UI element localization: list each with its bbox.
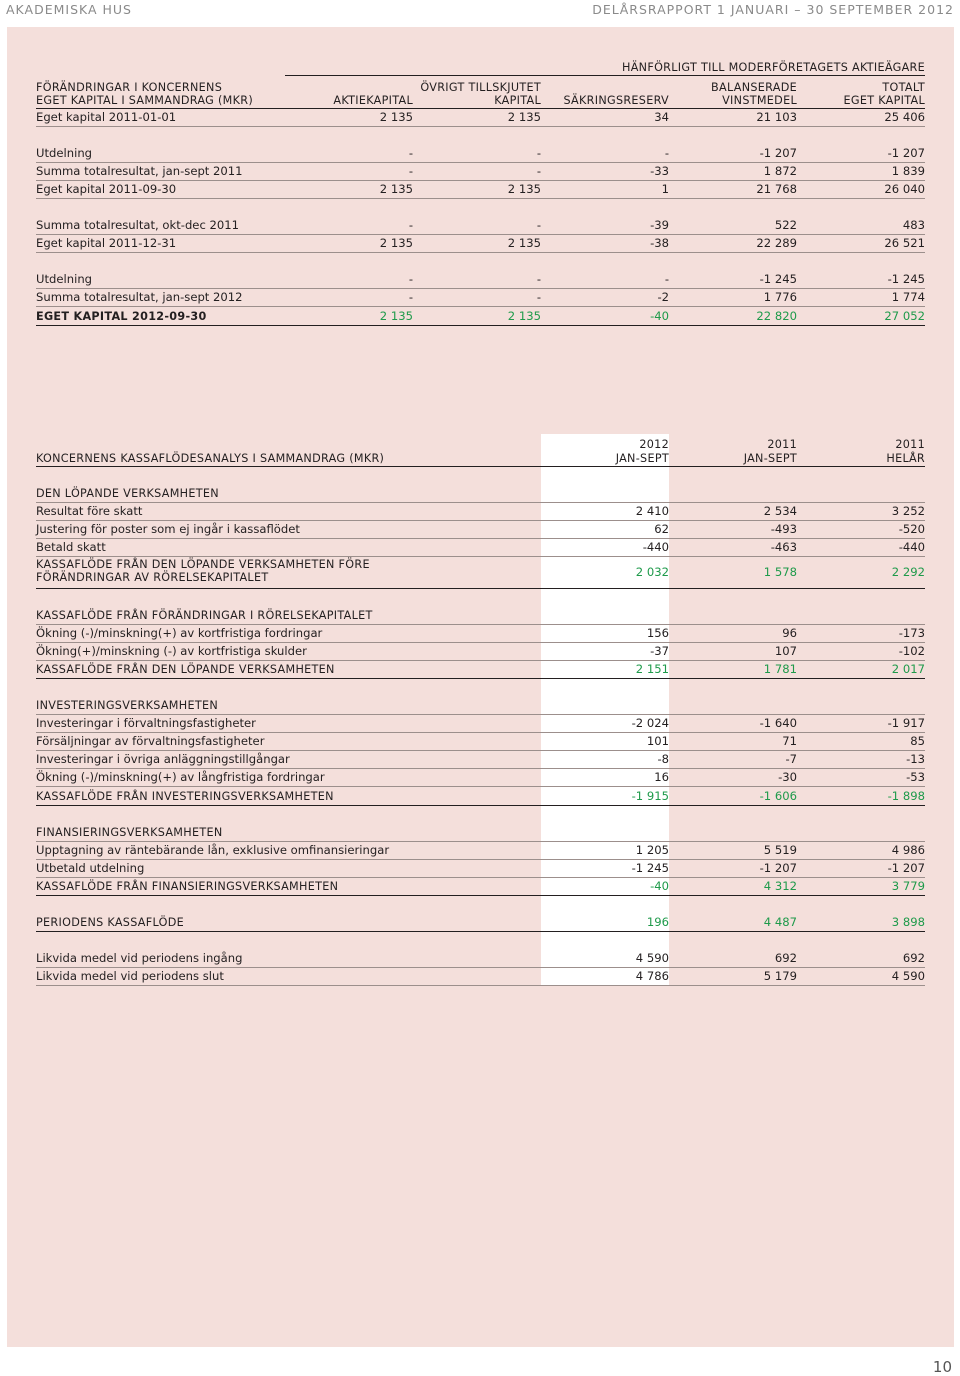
equity-cell: - (408, 146, 413, 160)
equity-col-2-l2: KAPITAL (494, 94, 541, 107)
cashflow-cell: 2 292 (891, 565, 925, 579)
cashflow-cell: -1 915 (631, 789, 669, 803)
subtotal-rule (36, 805, 925, 806)
equity-cell: 27 052 (884, 309, 925, 323)
equity-cell: 483 (902, 218, 925, 232)
cashflow-subtotal-row (36, 788, 925, 805)
cashflow-cell: 3 898 (891, 915, 925, 929)
equity-row-label: Eget kapital 2011-12-31 (36, 236, 177, 250)
cashflow-row (36, 842, 925, 859)
cashflow-cell: 1 781 (763, 662, 797, 676)
cashflow-cell: -1 898 (887, 789, 925, 803)
equity-title-line2: EGET KAPITAL I SAMMANDRAG (MKR) (36, 94, 253, 107)
row-divider (36, 306, 925, 307)
equity-cell: 26 521 (884, 236, 925, 250)
cashflow-cell: 156 (646, 626, 669, 640)
cashflow-cell: 3 779 (891, 879, 925, 893)
subtotal-rule (36, 588, 925, 589)
cashflow-row (36, 625, 925, 642)
equity-col-5-l1: TOTALT (882, 81, 925, 94)
cashflow-row (36, 715, 925, 732)
cashflow-row-label: Likvida medel vid periodens slut (36, 969, 224, 983)
cashflow-cell: -40 (650, 879, 669, 893)
cashflow-row (36, 643, 925, 660)
equity-cell: -39 (650, 218, 669, 232)
equity-row-label: Utdelning (36, 146, 93, 160)
cashflow-cell: -1 245 (631, 861, 669, 875)
cashflow-row-label: KASSAFLÖDE FRÅN INVESTERINGSVERKSAMHETEN (36, 790, 334, 803)
row-divider (36, 198, 925, 199)
cashflow-cell: 2 017 (891, 662, 925, 676)
equity-cell: 2 135 (379, 182, 413, 196)
row-divider (36, 556, 925, 557)
cashflow-row (36, 539, 925, 556)
equity-cell: - (408, 272, 413, 286)
equity-row (36, 235, 925, 252)
cashflow-row-label: Investeringar i förvaltningsfastigheter (36, 716, 256, 730)
cashflow-cell: 85 (910, 734, 925, 748)
cashflow-row-label: Ökning(+)/minskning (-) av kortfristiga skulder (36, 644, 307, 658)
report-title: DELÅRSRAPPORT 1 JANUARI – 30 SEPTEMBER 2012 (592, 2, 954, 17)
equity-col-4-l1: BALANSERADE (711, 81, 797, 94)
equity-cell: 1 (661, 182, 669, 196)
cashflow-subtotal-row (36, 558, 925, 588)
equity-cell: 26 040 (884, 182, 925, 196)
cashflow-col-2-l1: 2011 (767, 438, 797, 451)
equity-col-4-l2: VINSTMEDEL (722, 94, 797, 107)
cashflow-col-1-l2: JAN-SEPT (615, 452, 669, 465)
cashflow-cell: -520 (898, 522, 925, 536)
equity-cell: 1 776 (763, 290, 797, 304)
cashflow-subtotal-row (36, 878, 925, 895)
cashflow-row-label: KASSAFLÖDE FRÅN DEN LÖPANDE VERKSAMHETEN FÖRE (36, 558, 370, 571)
subtotal-rule (36, 895, 925, 896)
subtotal-rule (36, 931, 925, 932)
equity-cell: - (536, 146, 541, 160)
cashflow-cell: 4 986 (891, 843, 925, 857)
equity-cell: 25 406 (884, 110, 925, 124)
equity-cell: 2 135 (379, 309, 413, 323)
equity-col-2-l1: ÖVRIGT TILLSKJUTET (420, 81, 541, 94)
cashflow-row (36, 968, 925, 985)
cashflow-cell: -493 (770, 522, 797, 536)
equity-cell: - (408, 218, 413, 232)
row-divider (36, 126, 925, 127)
equity-row-label: EGET KAPITAL 2012-09-30 (36, 310, 207, 323)
cashflow-title: KONCERNENS KASSAFLÖDESANALYS I SAMMANDRAG (MKR) (36, 452, 385, 465)
cashflow-row-label: Ökning (-)/minskning(+) av kortfristiga fordringar (36, 626, 323, 640)
cashflow-cell: 2 534 (763, 504, 797, 518)
cashflow-section-row (36, 824, 925, 841)
equity-row (36, 289, 925, 306)
equity-row-label: Summa totalresultat, jan-sept 2012 (36, 290, 243, 304)
cashflow-cell: 4 312 (763, 879, 797, 893)
cashflow-section-row (36, 697, 925, 714)
cashflow-cell: -8 (657, 752, 669, 766)
cashflow-subtotal-row (36, 914, 925, 931)
cashflow-cell: 4 786 (635, 969, 669, 983)
cashflow-cell: 4 590 (635, 951, 669, 965)
page-number: 10 (932, 1358, 952, 1376)
equity-cell: -1 245 (887, 272, 925, 286)
cashflow-row-label: Investeringar i övriga anläggningstillgångar (36, 752, 290, 766)
equity-row (36, 217, 925, 234)
equity-cell: - (536, 290, 541, 304)
equity-cell: - (664, 272, 669, 286)
equity-cell: 1 839 (891, 164, 925, 178)
cashflow-cell: -1 207 (759, 861, 797, 875)
equity-cell: 1 774 (891, 290, 925, 304)
cashflow-row-label: INVESTERINGSVERKSAMHETEN (36, 699, 219, 712)
cashflow-section-row (36, 485, 925, 502)
company-name: AKADEMISKA HUS (6, 2, 132, 17)
cashflow-section-row (36, 607, 925, 624)
equity-row (36, 271, 925, 288)
equity-row-label: Summa totalresultat, jan-sept 2011 (36, 164, 243, 178)
cashflow-cell: 62 (654, 522, 669, 536)
cashflow-row (36, 860, 925, 877)
cashflow-col-1-l1: 2012 (639, 438, 669, 451)
super-header-rule (285, 75, 925, 76)
equity-cell: - (536, 164, 541, 178)
cashflow-cell: -53 (906, 770, 925, 784)
cashflow-row-label: Utbetald utdelning (36, 861, 145, 875)
equity-cell: -40 (650, 309, 669, 323)
row-divider (36, 985, 925, 986)
equity-cell: - (664, 146, 669, 160)
equity-cell: -2 (657, 290, 669, 304)
cashflow-row-label: PERIODENS KASSAFLÖDE (36, 916, 185, 929)
equity-cell: 22 820 (756, 309, 797, 323)
equity-cell: 2 135 (507, 110, 541, 124)
equity-cell: - (408, 290, 413, 304)
row-divider (36, 786, 925, 787)
cashflow-cell: 101 (646, 734, 669, 748)
cashflow-row-label: KASSAFLÖDE FRÅN FINANSIERINGSVERKSAMHETEN (36, 880, 339, 893)
cashflow-cell: 16 (654, 770, 669, 784)
equity-cell: - (408, 164, 413, 178)
cashflow-cell: 1 578 (763, 565, 797, 579)
equity-row-label: Eget kapital 2011-01-01 (36, 110, 177, 124)
subtotal-rule (36, 678, 925, 679)
cashflow-cell: 2 032 (635, 565, 669, 579)
equity-cell: 34 (654, 110, 669, 124)
equity-cell: 2 135 (507, 309, 541, 323)
equity-cell: 21 103 (756, 110, 797, 124)
equity-row (36, 181, 925, 198)
equity-row (36, 109, 925, 126)
cashflow-row (36, 769, 925, 786)
equity-cell: - (536, 272, 541, 286)
cashflow-cell: -1 917 (887, 716, 925, 730)
cashflow-cell: -13 (906, 752, 925, 766)
equity-row-label: Summa totalresultat, okt-dec 2011 (36, 218, 240, 232)
equity-title-line1: FÖRÄNDRINGAR I KONCERNENS (36, 81, 223, 94)
cashflow-cell: 2 151 (635, 662, 669, 676)
cashflow-cell: -1 640 (759, 716, 797, 730)
cashflow-row-label: Likvida medel vid periodens ingång (36, 951, 243, 965)
cashflow-cell: -7 (785, 752, 797, 766)
cashflow-row-label-2: FÖRÄNDRINGAR AV RÖRELSEKAPITALET (36, 571, 269, 584)
equity-cell: 2 135 (379, 110, 413, 124)
equity-cell: 22 289 (756, 236, 797, 250)
cashflow-col-3-l2: HELÅR (886, 452, 925, 465)
cashflow-row-label: Resultat före skatt (36, 504, 143, 518)
cashflow-row-label: Justering för poster som ej ingår i kassaflödet (36, 522, 300, 536)
cashflow-row (36, 733, 925, 750)
cashflow-cell: -440 (642, 540, 669, 554)
cashflow-row-label: Försäljningar av förvaltningsfastigheter (36, 734, 265, 748)
equity-cell: - (536, 218, 541, 232)
cashflow-cell: 692 (774, 951, 797, 965)
cashflow-row-label: FINANSIERINGSVERKSAMHETEN (36, 826, 223, 839)
cashflow-cell: 1 205 (635, 843, 669, 857)
cashflow-cell: 71 (782, 734, 797, 748)
cashflow-row-label: Betald skatt (36, 540, 106, 554)
equity-cell: -1 207 (887, 146, 925, 160)
cashflow-cell: -1 207 (887, 861, 925, 875)
equity-cell: 522 (774, 218, 797, 232)
cashflow-cell: -102 (898, 644, 925, 658)
row-divider (36, 252, 925, 253)
cashflow-cell: 2 410 (635, 504, 669, 518)
equity-col-3-l2: SÄKRINGSRESERV (563, 94, 669, 107)
equity-row (36, 163, 925, 180)
equity-row (36, 145, 925, 162)
cashflow-row-label: DEN LÖPANDE VERKSAMHETEN (36, 487, 219, 500)
cashflow-row (36, 521, 925, 538)
cashflow-cell: 196 (646, 915, 669, 929)
cashflow-col-2-l2: JAN-SEPT (743, 452, 797, 465)
cashflow-row (36, 503, 925, 520)
cashflow-row (36, 751, 925, 768)
equity-cell: 2 135 (379, 236, 413, 250)
cashflow-cell: 96 (782, 626, 797, 640)
cashflow-cell: -30 (778, 770, 797, 784)
equity-cell: -1 245 (759, 272, 797, 286)
cashflow-cell: -440 (898, 540, 925, 554)
cashflow-cell: -1 606 (759, 789, 797, 803)
cashflow-row-label: KASSAFLÖDE FRÅN FÖRÄNDRINGAR I RÖRELSEKAPITALET (36, 609, 373, 622)
cashflow-cell: 3 252 (891, 504, 925, 518)
equity-row (36, 308, 925, 325)
cashflow-cell: 692 (902, 951, 925, 965)
cashflow-subtotal-row (36, 661, 925, 678)
equity-col-5-l2: EGET KAPITAL (843, 94, 925, 107)
cashflow-row-label: KASSAFLÖDE FRÅN DEN LÖPANDE VERKSAMHETEN (36, 663, 335, 676)
cashflow-cell: 5 179 (763, 969, 797, 983)
cashflow-col-3-l1: 2011 (895, 438, 925, 451)
cashflow-cell: -463 (770, 540, 797, 554)
cashflow-cell: 107 (774, 644, 797, 658)
equity-row-label: Utdelning (36, 272, 93, 286)
cashflow-cell: -173 (898, 626, 925, 640)
equity-cell: 21 768 (756, 182, 797, 196)
cashflow-row-label: Ökning (-)/minskning(+) av långfristiga fordringar (36, 770, 325, 784)
equity-cell: -33 (650, 164, 669, 178)
equity-col-1-l2: AKTIEKAPITAL (333, 94, 413, 107)
cashflow-cell: -2 024 (631, 716, 669, 730)
equity-row-label: Eget kapital 2011-09-30 (36, 182, 177, 196)
equity-cell: 2 135 (507, 182, 541, 196)
equity-cell: 1 872 (763, 164, 797, 178)
cashflow-cell: 4 590 (891, 969, 925, 983)
equity-cell: -1 207 (759, 146, 797, 160)
cashflow-row (36, 950, 925, 967)
equity-super-header: HÄNFÖRLIGT TILL MODERFÖRETAGETS AKTIEÄGARE (622, 61, 925, 74)
equity-cell: 2 135 (507, 236, 541, 250)
cashflow-cell: 5 519 (763, 843, 797, 857)
equity-cell: -38 (650, 236, 669, 250)
cashflow-cell: -37 (650, 644, 669, 658)
cashflow-row-label: Upptagning av räntebärande lån, exklusive omfinansieringar (36, 843, 390, 857)
equity-total-rule (36, 325, 925, 326)
cashflow-cell: 4 487 (763, 915, 797, 929)
cashflow-header-rule (36, 466, 925, 467)
